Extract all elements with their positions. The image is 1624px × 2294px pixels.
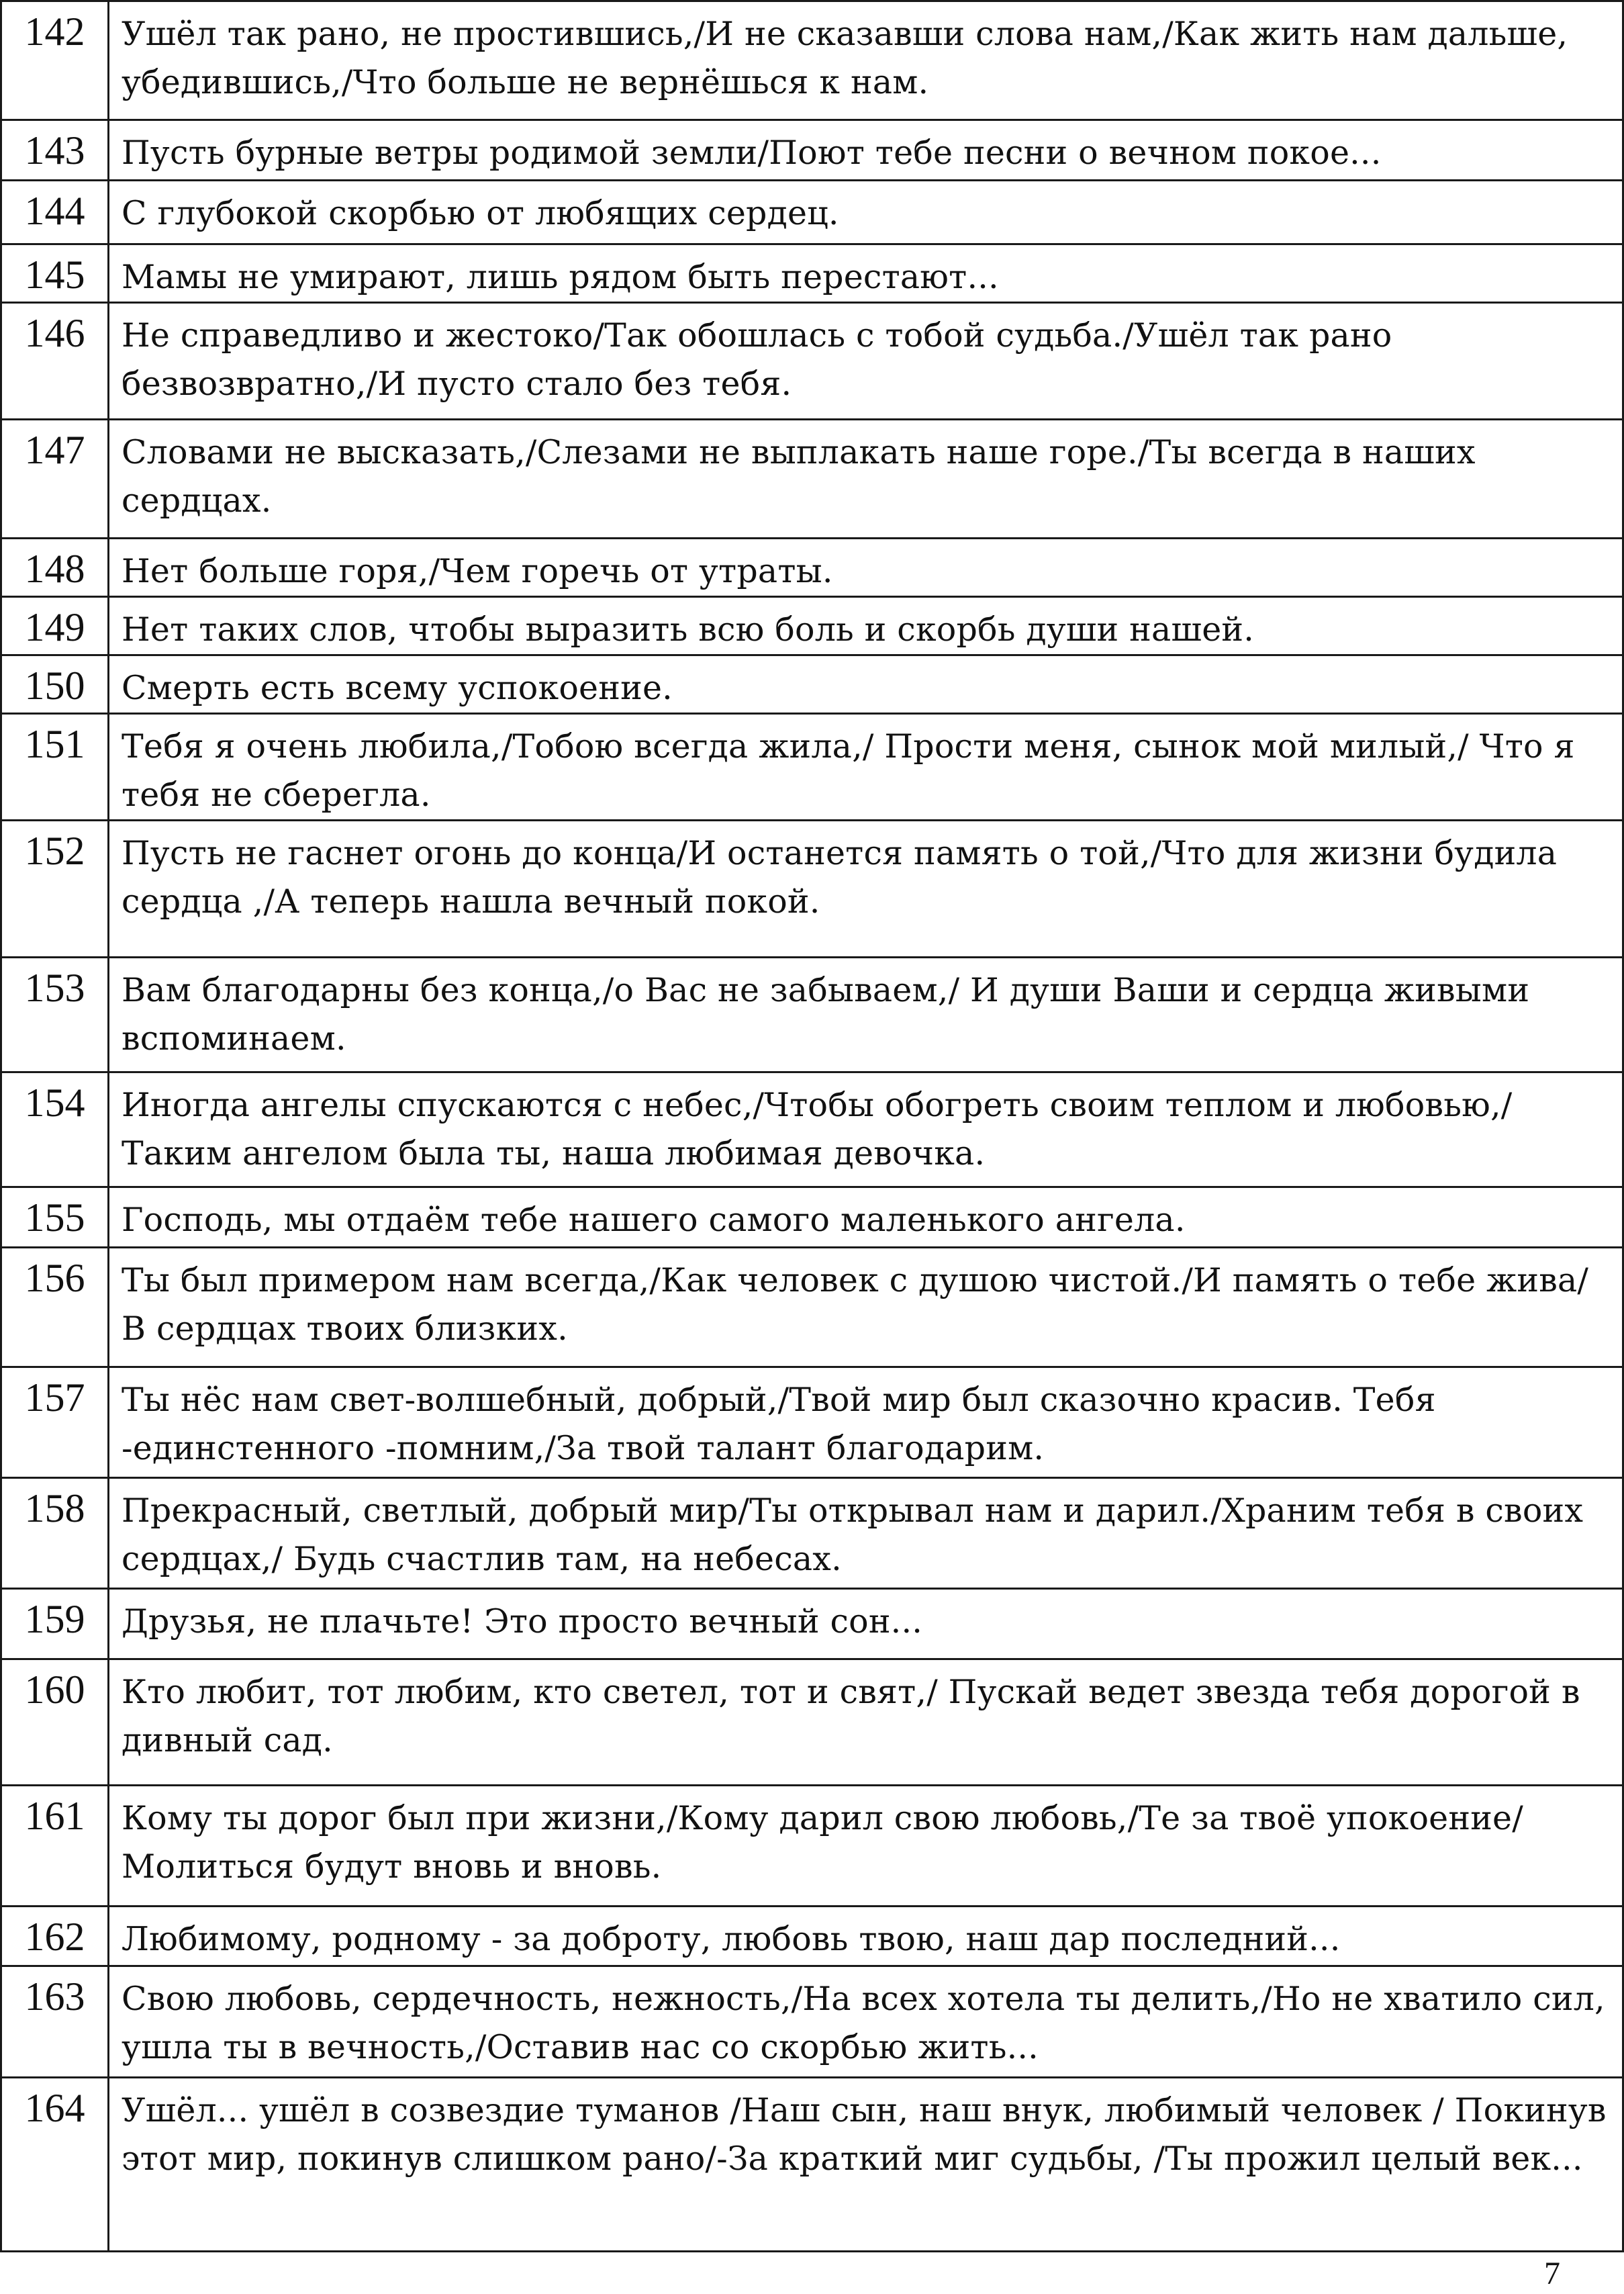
table-row: [1, 303, 1623, 420]
row-text: Ты нёс нам свет-волшебный, добрый,/Твой мир был сказочно красив. Тебя -единстенного -помним,/За твой талант благодарим.: [109, 1367, 1623, 1478]
row-number: 159: [1, 1589, 109, 1659]
row-text: Господь, мы отдаём тебе нашего самого маленького ангела.: [109, 1187, 1623, 1248]
table-row: [1, 1248, 1623, 1367]
row-text: Пусть не гаснет огонь до конца/И останется память о той,/Что для жизни будила сердца ,/А теперь нашла вечный покой.: [109, 821, 1623, 958]
row-text: Ты был примером нам всегда,/Как человек с душою чистой./И память о тебе жива/ В сердцах твоих близких.: [109, 1248, 1623, 1367]
table-row: [1, 1367, 1623, 1478]
row-text: Вам благодарны без конца,/о Вас не забываем,/ И души Ваши и сердца живыми вспоминаем.: [109, 958, 1623, 1072]
row-number: 162: [1, 1907, 109, 1966]
table-row: [1, 1, 1623, 120]
table-row: [1, 1589, 1623, 1659]
table-row: [1, 714, 1623, 821]
row-text: Свою любовь, сердечность, нежность,/На всех хотела ты делить,/Но не хватило сил, ушла ты в вечность,/Оставив нас со скорбью жить...: [109, 1966, 1623, 2078]
table-row: [1, 181, 1623, 244]
row-text: Не справедливо и жестоко/Так обошлась с тобой судьба./Ушёл так рано безвозвратно,/И пусто стало без тебя.: [109, 303, 1623, 420]
row-number: 154: [1, 1072, 109, 1187]
table-row: [1, 1659, 1623, 1786]
table-row: [1, 1907, 1623, 1966]
row-number: 142: [1, 1, 109, 120]
table-row: [1, 1187, 1623, 1248]
row-number: 156: [1, 1248, 109, 1367]
row-number: 145: [1, 244, 109, 303]
row-text: Мамы не умирают, лишь рядом быть перестают...: [109, 244, 1623, 303]
row-number: 147: [1, 420, 109, 539]
page-number: 7: [1544, 2256, 1560, 2291]
table-row: [1, 821, 1623, 958]
row-number: 149: [1, 597, 109, 655]
row-text: Словами не высказать,/Слезами не выплакать наше горе./Ты всегда в наших сердцах.: [109, 420, 1623, 539]
table-row: [1, 244, 1623, 303]
row-text: Смерть есть всему успокоение.: [109, 655, 1623, 714]
row-text: Иногда ангелы спускаются с небес,/Чтобы обогреть своим теплом и любовью,/ Таким ангелом была ты, наша любимая девочка.: [109, 1072, 1623, 1187]
row-number: 143: [1, 120, 109, 181]
table-row: [1, 597, 1623, 655]
row-text: Нет таких слов, чтобы выразить всю боль и скорбь души нашей.: [109, 597, 1623, 655]
row-number: 146: [1, 303, 109, 420]
row-text: Прекрасный, светлый, добрый мир/Ты открывал нам и дарил./Храним тебя в своих сердцах,/ Будь счастлив там, на небесах.: [109, 1478, 1623, 1589]
row-number: 152: [1, 821, 109, 958]
row-number: 164: [1, 2078, 109, 2252]
table-row: [1, 420, 1623, 539]
row-text: Друзья, не плачьте! Это просто вечный сон...: [109, 1589, 1623, 1659]
row-number: 163: [1, 1966, 109, 2078]
row-number: 151: [1, 714, 109, 821]
table-row: [1, 958, 1623, 1072]
table-row: [1, 655, 1623, 714]
row-text: С глубокой скорбью от любящих сердец.: [109, 181, 1623, 244]
row-text: Пусть бурные ветры родимой земли/Поют тебе песни о вечном покое...: [109, 120, 1623, 181]
row-number: 161: [1, 1786, 109, 1907]
row-number: 150: [1, 655, 109, 714]
table-row: [1, 2078, 1623, 2252]
row-number: 157: [1, 1367, 109, 1478]
row-text: Кому ты дорог был при жизни,/Кому дарил свою любовь,/Те за твоё упокоение/Молиться будут вновь и вновь.: [109, 1786, 1623, 1907]
table-row: [1, 539, 1623, 597]
row-text: Любимому, родному - за доброту, любовь твою, наш дар последний...: [109, 1907, 1623, 1966]
table-row: [1, 1072, 1623, 1187]
row-text: Нет больше горя,/Чем горечь от утраты.: [109, 539, 1623, 597]
row-number: 160: [1, 1659, 109, 1786]
row-number: 155: [1, 1187, 109, 1248]
table-row: [1, 120, 1623, 181]
row-number: 153: [1, 958, 109, 1072]
row-text: Ушёл... ушёл в созвездие туманов /Наш сын, наш внук, любимый человек / Покинув этот мир, покинув слишком рано/-За краткий миг судьбы, /Ты прожил целый век...: [109, 2078, 1623, 2252]
table-row: [1, 1966, 1623, 2078]
row-text: Тебя я очень любила,/Тобою всегда жила,/ Прости меня, сынок мой милый,/ Что я тебя не сберегла.: [109, 714, 1623, 821]
row-text: Кто любит, тот любим, кто светел, тот и свят,/ Пускай ведет звезда тебя дорогой в дивный сад.: [109, 1659, 1623, 1786]
row-text: Ушёл так рано, не простившись,/И не сказавши слова нам,/Как жить нам дальше, убедившись,/Что больше не вернёшься к нам.: [109, 1, 1623, 120]
row-number: 144: [1, 181, 109, 244]
table-row: [1, 1478, 1623, 1589]
row-number: 158: [1, 1478, 109, 1589]
table-row: [1, 1786, 1623, 1907]
row-number: 148: [1, 539, 109, 597]
